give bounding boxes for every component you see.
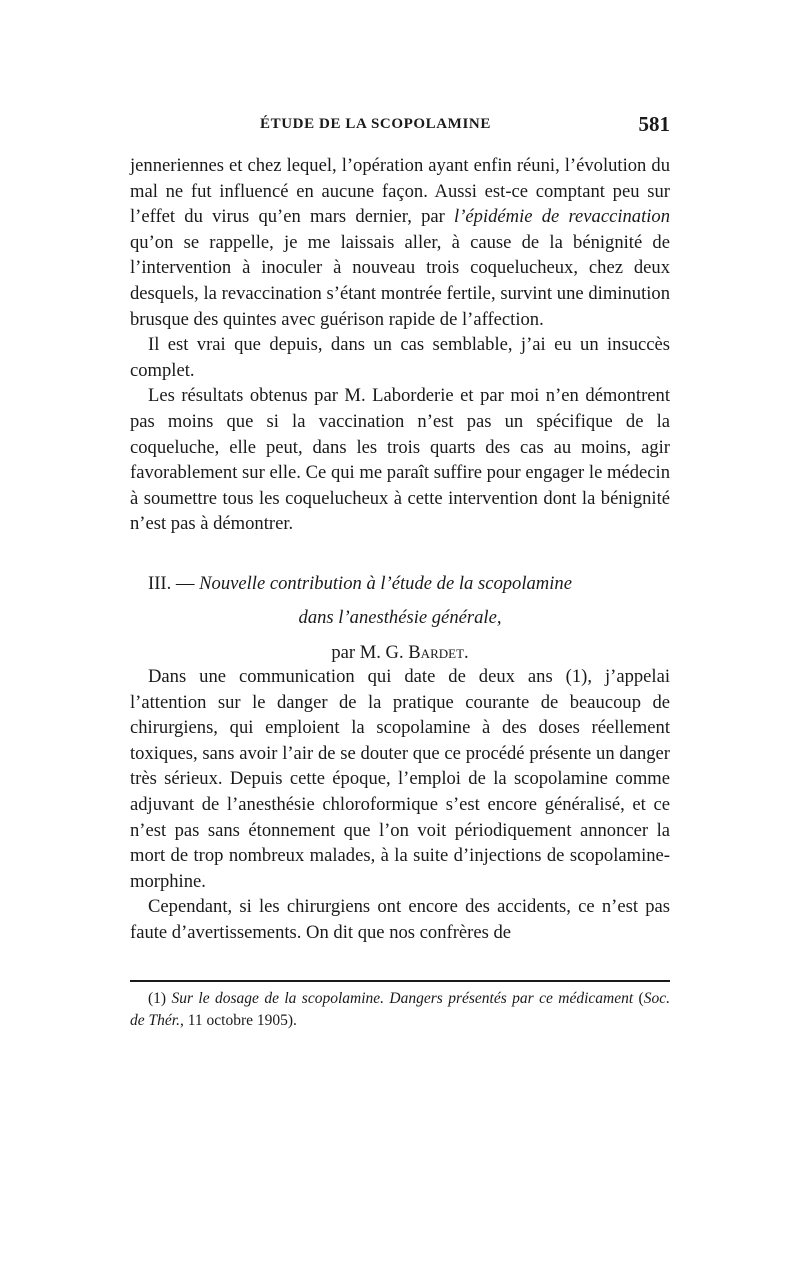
author-name: Bardet. xyxy=(408,642,469,663)
footnote-paren: ( xyxy=(633,990,644,1007)
paragraph-3: Les résultats obtenus par M. Laborderie et par moi n’en démontrent pas moins que si la vaccination n’est pas un spécifique de la coqueluche, elle peut, dans les trois quarts des cas au moins, agir favorablement sur elle. Ce qui me paraît suffire pour engager le médecin à soumettre tous les coquelucheux à cette intervention dont la bénignité n’est pas à démontrer. xyxy=(130,385,670,535)
body-text-block-2 xyxy=(130,664,670,946)
author-prefix: par M. G. xyxy=(331,642,409,663)
paragraph-1 xyxy=(130,153,670,332)
footnote-1 xyxy=(130,988,670,1032)
footnote-title: Sur le dosage de la scopolamine. Dangers présentés par ce médicament xyxy=(171,990,634,1007)
page-number: 581 xyxy=(638,112,670,136)
footnote-divider xyxy=(130,980,670,982)
footnote-marker: (1) xyxy=(148,990,172,1007)
section-title-line-1: Nouvelle contribution à l’étude de la scopolamine xyxy=(199,573,572,594)
paragraph-1-part-b: qu’on se rappelle, je me laissais aller, à cause de la bénignité de l’intervention à inoculer à nouveau trois coquelucheux, chez deux desquels, la revaccination s’étant montrée fertile, survint une diminution brusque des quintes avec guérison rapide de l’affection. xyxy=(130,231,670,330)
footnotes xyxy=(130,988,670,1032)
paragraph-1-emphasis: l’épidémie de revaccination xyxy=(454,206,671,228)
footnote-date: , 11 octobre 1905). xyxy=(179,1012,297,1029)
paragraph-1-part-a: jenneriennes et chez lequel, l’opération ayant enfin réuni, l’évolution du mal ne fut influencé en aucune façon. Aussi est-ce comptant peu sur l’effet du virus qu’en mars dernier, par xyxy=(130,155,670,228)
paragraph-5: Cependant, si les chirurgiens ont encore des accidents, ce n’est pas faute d’avertissements. On dit que nos confrères de xyxy=(130,896,670,943)
running-title: ÉTUDE DE LA SCOPOLAMINE xyxy=(260,116,491,132)
section-heading xyxy=(130,571,688,596)
body-text-block-1 xyxy=(130,153,670,537)
section-author xyxy=(130,640,670,665)
paragraph-2: Il est vrai que depuis, dans un cas semblable, j’ai eu un insuccès complet. xyxy=(130,334,670,381)
running-head xyxy=(130,112,670,138)
footnote-journal: Soc. de Thér. xyxy=(130,990,670,1029)
section-title-line-2: dans l’anesthésie générale, xyxy=(298,607,502,628)
paragraph-4: Dans une communication qui date de deux ans (1), j’appelai l’attention sur le danger de la pratique courante de beaucoup de chirurgiens, qui emploient la scopolamine à des doses réellement toxiques, sans avoir l’air de se douter que ce procédé présente un danger très sérieux. Depuis cette époque, l’emploi de la scopolamine comme adjuvant de l’anesthésie chloroformique s’est encore généralisé, et ce n’est pas sans étonnement que l’on voit périodiquement annoncer la mort de trop nombreux malades, à la suite d’injections de scopolamine-morphine. xyxy=(130,666,670,892)
section-number: III. — xyxy=(148,573,195,594)
